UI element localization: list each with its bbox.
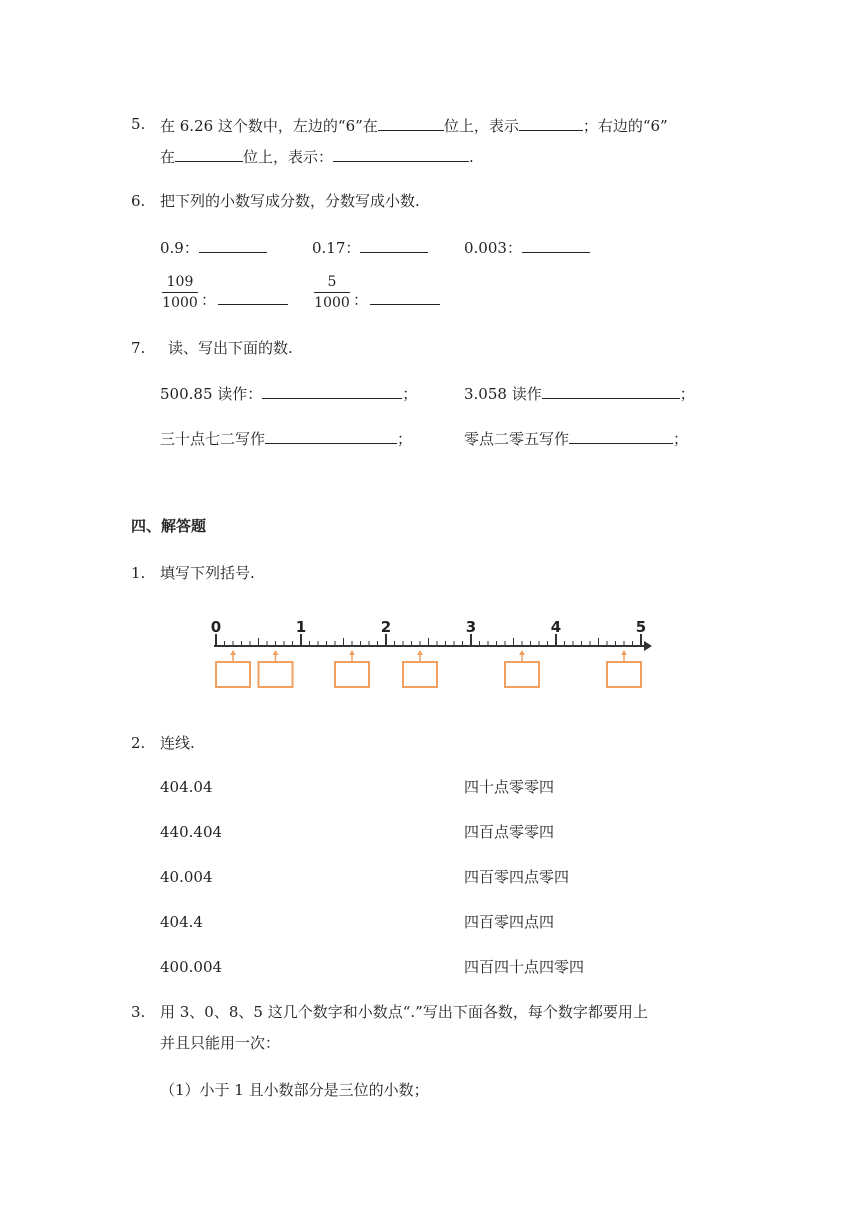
s4-q2-text: 连线. (160, 734, 195, 752)
q5-text-d: 在 (160, 148, 176, 166)
answer-box[interactable] (335, 662, 369, 687)
fraction-2-sep: ： (353, 291, 369, 309)
fraction-2-denominator: 1000 (314, 295, 350, 311)
q6-item-2-label: 0.17： (312, 239, 361, 257)
s4-q2-number: 2. (131, 734, 146, 752)
q7-item-2-end: ； (679, 385, 695, 403)
fraction-2-numerator: 5 (327, 274, 337, 290)
q5-text-a: 在 6.26 这个数中，左边的“6”在 (160, 117, 378, 135)
match-right-5[interactable]: 四百四十点四零四 (464, 958, 585, 976)
q5-text-e: 位上，表示： (243, 148, 334, 166)
q6-blank-2[interactable] (360, 236, 428, 253)
q7-blank-4[interactable] (569, 427, 673, 444)
q6-fraction-1-answer (201, 288, 288, 310)
match-left-5[interactable]: 400.004 (160, 958, 223, 976)
q6-fraction-2-answer (353, 288, 440, 310)
q7-blank-1[interactable] (262, 382, 402, 399)
s4-q3-line1: 用 3、0、8、5 这几个数字和小数点“.”写出下面各数，每个数字都要用上 (160, 1003, 648, 1021)
match-right-4[interactable]: 四百零四点四 (464, 913, 555, 931)
q7-item-2-label: 3.058 读作 (464, 385, 542, 403)
q5-line2 (160, 145, 474, 167)
q5-text-c: ；右边的“6” (582, 117, 668, 135)
q5-blank-2[interactable] (519, 114, 583, 131)
match-left-2[interactable]: 440.404 (160, 823, 223, 841)
answer-box[interactable] (607, 662, 641, 687)
q7-item-1 (160, 382, 417, 404)
number-line-label: 1 (295, 618, 307, 636)
q6-text: 把下列的小数写成分数，分数写成小数. (160, 192, 420, 210)
match-left-4[interactable]: 404.4 (160, 913, 203, 931)
q6-blank-5[interactable] (370, 288, 440, 305)
number-line-answer-boxes (216, 650, 641, 687)
q6-item-1 (160, 236, 267, 258)
s4-q3-sub1: （1）小于 1 且小数部分是三位的小数； (160, 1081, 429, 1099)
q7-number: 7. (131, 339, 146, 357)
match-right-3[interactable]: 四百零四点零四 (464, 868, 570, 886)
answer-box[interactable] (259, 662, 293, 687)
q6-blank-4[interactable] (218, 288, 288, 305)
s4-q3-line2: 并且只能用一次： (160, 1034, 281, 1052)
fraction-1-sep: ： (201, 291, 217, 309)
q5-number: 5. (131, 115, 146, 133)
q7-item-3-end: ； (397, 430, 413, 448)
s4-q1-text: 填写下列括号. (160, 564, 255, 582)
q7-text: 读、写出下面的数. (168, 339, 293, 357)
q6-number: 6. (131, 192, 146, 210)
match-right-2[interactable]: 四百点零零四 (464, 823, 555, 841)
match-right-1[interactable]: 四十点零零四 (464, 778, 555, 796)
up-arrow-head-icon (621, 650, 627, 655)
number-line-label: 2 (380, 618, 392, 636)
q7-item-4 (464, 427, 688, 449)
fraction-1-denominator: 1000 (162, 295, 198, 311)
q6-item-3 (464, 236, 590, 258)
fraction-2-bar (314, 292, 350, 293)
q6-item-1-label: 0.9： (160, 239, 199, 257)
q7-item-3 (160, 427, 412, 449)
answer-box[interactable] (403, 662, 437, 687)
q7-item-3-label: 三十点七二写作 (160, 430, 266, 448)
up-arrow-head-icon (349, 650, 355, 655)
s4-q1-number: 1. (131, 564, 146, 582)
section-4-title: 四、解答题 (131, 517, 207, 535)
number-line-labels (211, 618, 646, 636)
q7-item-4-end: ； (673, 430, 689, 448)
q7-item-2 (464, 382, 695, 404)
up-arrow-head-icon (417, 650, 423, 655)
q6-fraction-2 (312, 273, 352, 312)
q5-text-end: . (469, 148, 474, 166)
q7-item-1-end: ； (402, 385, 418, 403)
fraction-1-bar (162, 292, 198, 293)
number-line-label: 0 (210, 618, 222, 636)
q5-line1 (160, 114, 668, 136)
q7-item-1-label: 500.85 读作： (160, 385, 263, 403)
number-line-ticks (216, 634, 641, 646)
up-arrow-head-icon (273, 650, 279, 655)
q5-blank-3[interactable] (175, 145, 243, 162)
q6-blank-1[interactable] (199, 236, 267, 253)
q6-item-3-label: 0.003： (464, 239, 522, 257)
answer-box[interactable] (505, 662, 539, 687)
q7-blank-2[interactable] (542, 382, 680, 399)
s4-q3-number: 3. (131, 1003, 146, 1021)
q6-fraction-1 (160, 273, 200, 312)
match-left-1[interactable]: 404.04 (160, 778, 213, 796)
fraction-1-numerator: 109 (166, 274, 194, 290)
q7-blank-3[interactable] (265, 427, 397, 444)
answer-box[interactable] (216, 662, 250, 687)
match-left-3[interactable]: 40.004 (160, 868, 213, 886)
number-line-label: 4 (550, 618, 562, 636)
number-line-label: 5 (635, 618, 647, 636)
q6-item-2 (312, 236, 428, 258)
q5-blank-1[interactable] (378, 114, 444, 131)
number-line-arrow-icon (644, 641, 652, 651)
up-arrow-head-icon (230, 650, 236, 655)
q7-item-4-label: 零点二零五写作 (464, 430, 570, 448)
q5-blank-4[interactable] (333, 145, 469, 162)
up-arrow-head-icon (519, 650, 525, 655)
q6-blank-3[interactable] (522, 236, 590, 253)
q5-text-b: 位上，表示 (443, 117, 519, 135)
number-line-label: 3 (465, 618, 477, 636)
number-line-figure (200, 608, 660, 698)
